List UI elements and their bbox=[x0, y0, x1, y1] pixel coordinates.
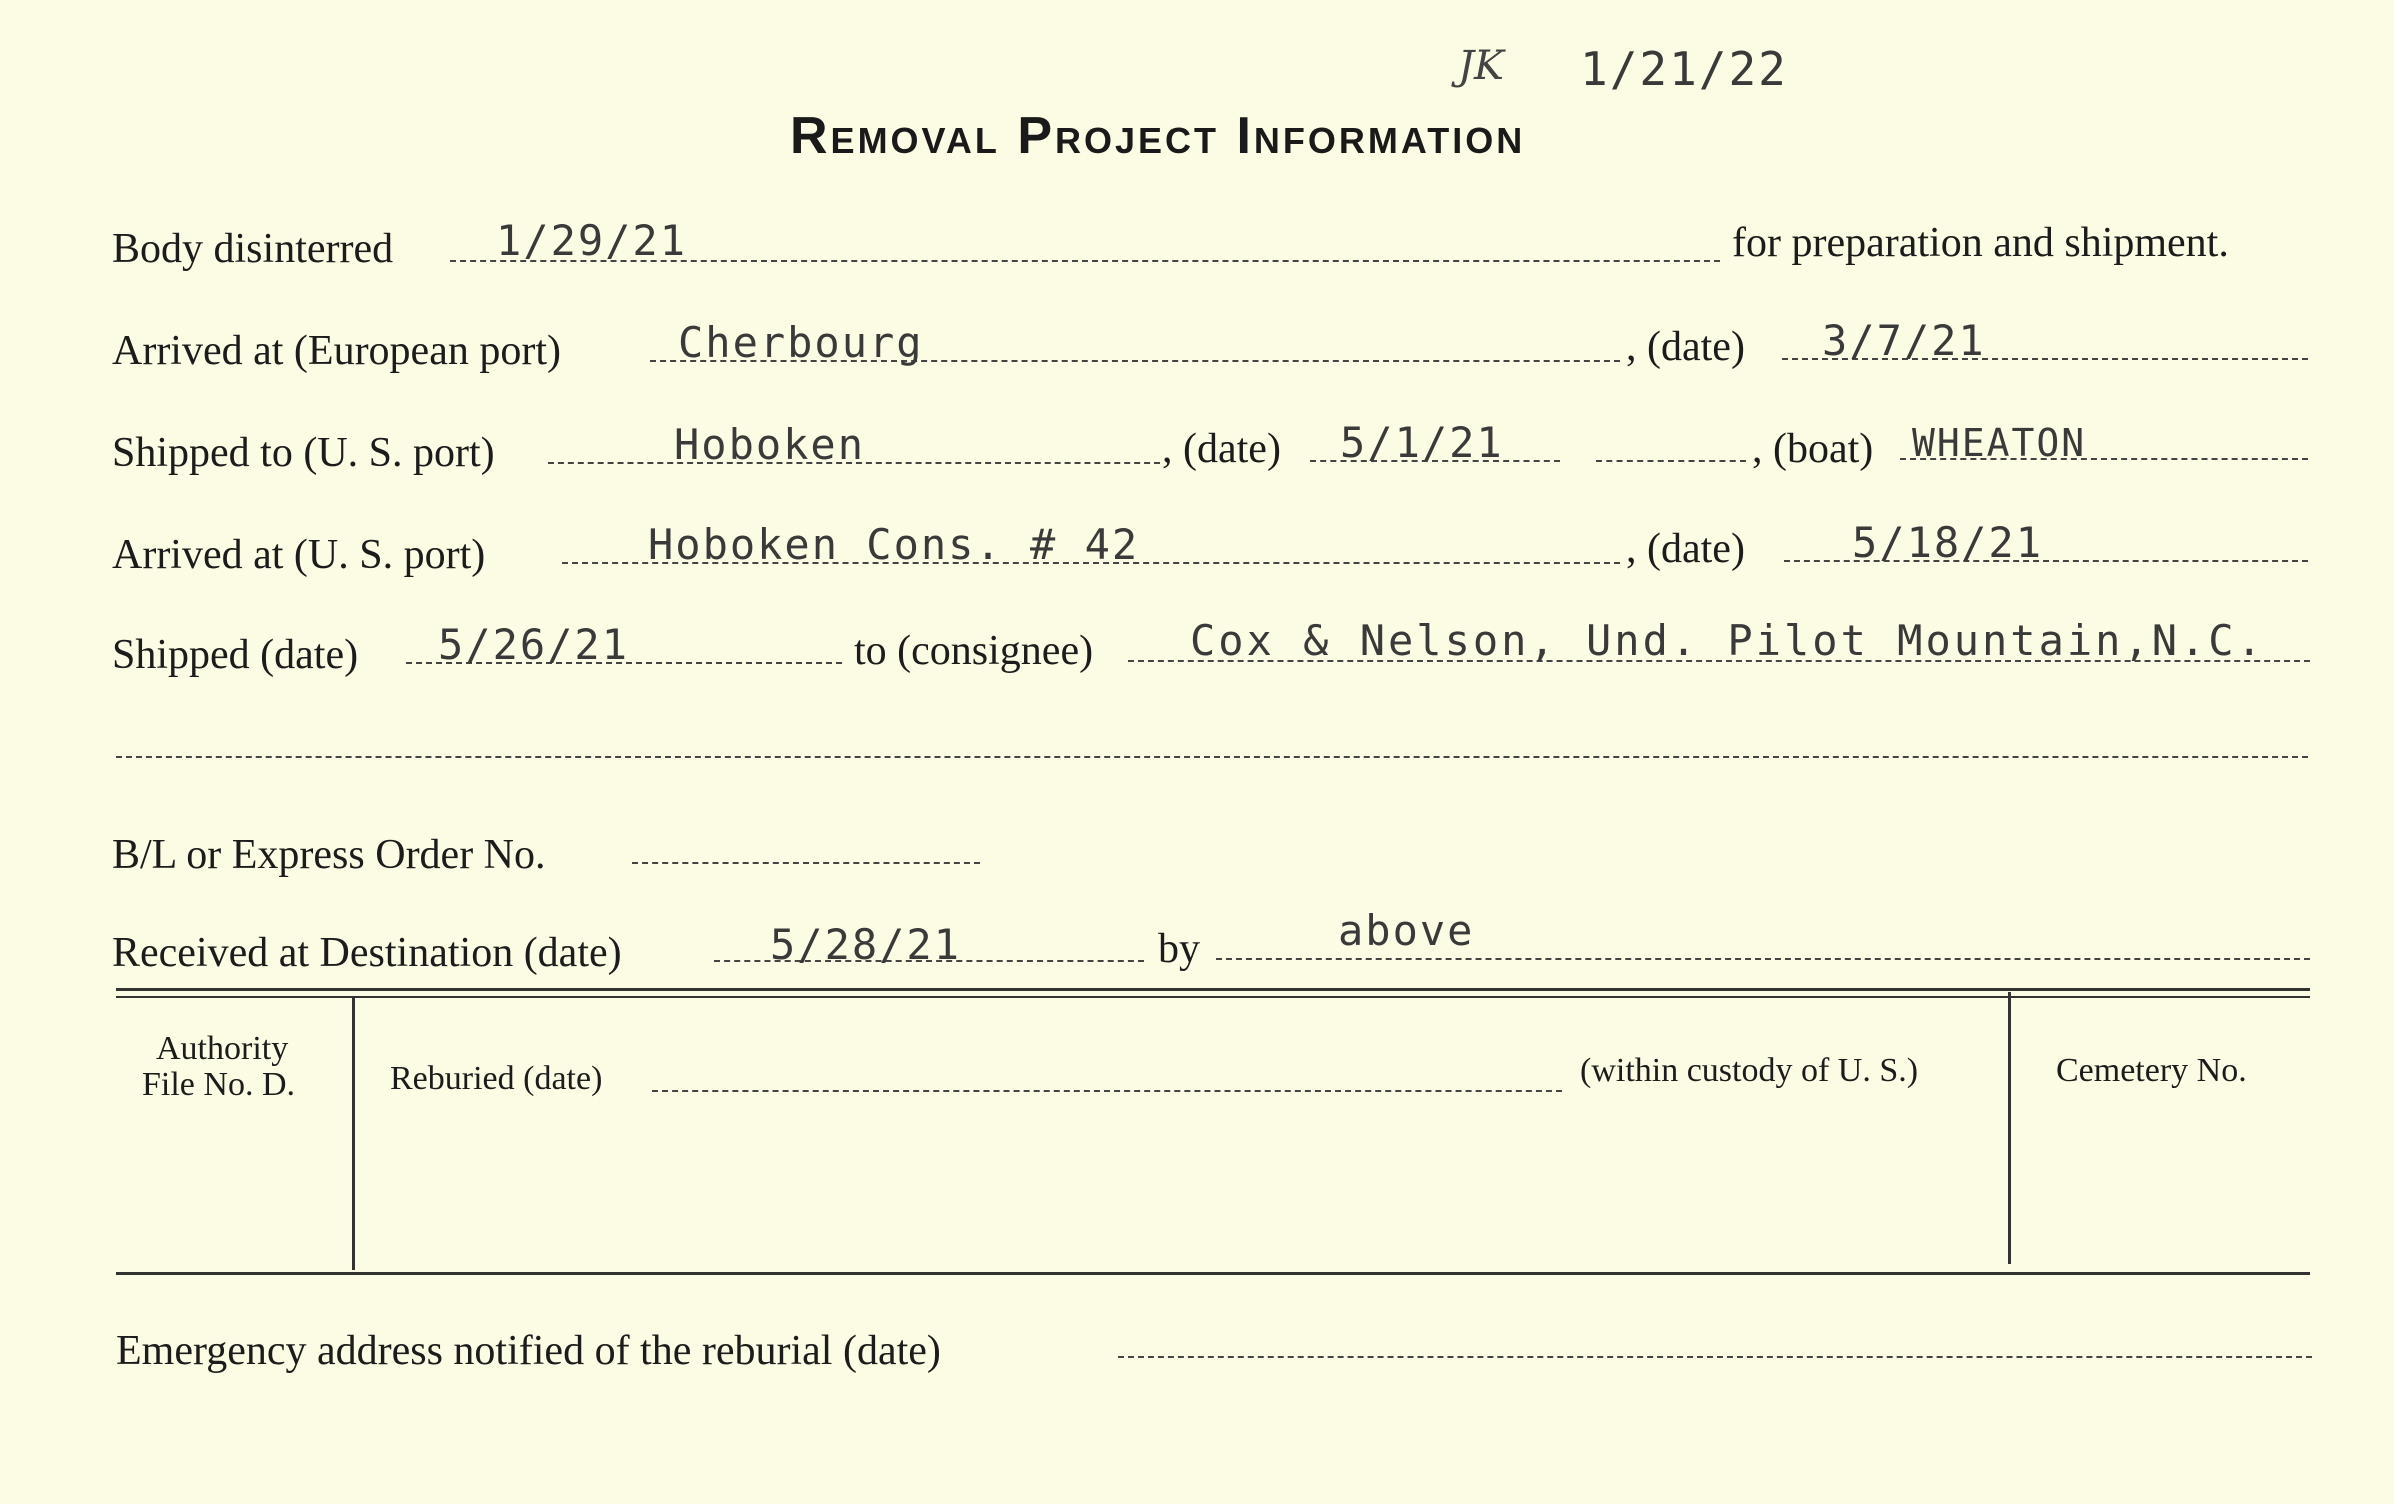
consignee-label: to (consignee) bbox=[854, 628, 1094, 674]
received-by-label: by bbox=[1158, 926, 1200, 972]
bl-order-line bbox=[632, 862, 980, 864]
custody-label: (within custody of U. S.) bbox=[1580, 1052, 1919, 1089]
arrived-european-value: Cherbourg bbox=[678, 318, 924, 367]
table-divider-right bbox=[2008, 992, 2011, 1264]
emergency-label: Emergency address notified of the reburial (date) bbox=[116, 1328, 941, 1374]
arrived-european-date-label: , (date) bbox=[1626, 324, 1745, 370]
arrived-us-label: Arrived at (U. S. port) bbox=[112, 532, 486, 578]
shipped-date-label: Shipped (date) bbox=[112, 632, 359, 678]
blank-line bbox=[116, 756, 2308, 758]
table-bottom-rule bbox=[116, 1272, 2310, 1275]
shipped-us-gap-line bbox=[1596, 460, 1746, 462]
arrived-european-date-value: 3/7/21 bbox=[1822, 316, 1986, 365]
table-top-rule-2 bbox=[116, 996, 2310, 998]
arrived-us-date-label: , (date) bbox=[1626, 526, 1745, 572]
shipped-us-boat-label: , (boat) bbox=[1752, 426, 1874, 472]
shipped-us-date-value: 5/1/21 bbox=[1340, 418, 1504, 467]
table-top-rule bbox=[116, 988, 2310, 991]
arrived-european-label: Arrived at (European port) bbox=[112, 328, 561, 374]
table-divider-left bbox=[352, 998, 355, 1270]
page-title: Removal Project Information bbox=[790, 107, 1526, 165]
stamp-date: 1/21/22 bbox=[1580, 42, 1788, 96]
received-by-value: above bbox=[1338, 906, 1475, 955]
shipped-us-boat-value: WHEATON bbox=[1912, 421, 2087, 465]
emergency-line bbox=[1118, 1356, 2312, 1358]
authority-label-line1: Authority bbox=[156, 1030, 289, 1067]
arrived-us-value: Hoboken Cons. # 42 bbox=[648, 520, 1140, 569]
received-label: Received at Destination (date) bbox=[112, 930, 622, 976]
stamp-initials: JK bbox=[1458, 43, 1504, 89]
shipped-us-date-label: , (date) bbox=[1162, 426, 1281, 472]
shipped-us-value: Hoboken bbox=[674, 420, 866, 469]
body-disinterred-suffix: for preparation and shipment. bbox=[1732, 220, 2229, 266]
shipped-us-label: Shipped to (U. S. port) bbox=[112, 430, 495, 476]
bl-order-label: B/L or Express Order No. bbox=[112, 832, 546, 878]
cemetery-label: Cemetery No. bbox=[2056, 1052, 2247, 1089]
received-by-line bbox=[1216, 958, 2310, 960]
reburied-label: Reburied (date) bbox=[390, 1060, 603, 1097]
body-disinterred-label: Body disinterred bbox=[112, 226, 394, 272]
authority-label-line2: File No. D. bbox=[142, 1066, 295, 1103]
shipped-date-value: 5/26/21 bbox=[438, 620, 630, 669]
received-value: 5/28/21 bbox=[770, 920, 962, 969]
arrived-us-date-value: 5/18/21 bbox=[1852, 518, 2044, 567]
body-disinterred-value: 1/29/21 bbox=[496, 216, 688, 265]
reburied-line bbox=[652, 1090, 1562, 1092]
consignee-value: Cox & Nelson, Und. Pilot Mountain,N.C. bbox=[1190, 616, 2265, 665]
